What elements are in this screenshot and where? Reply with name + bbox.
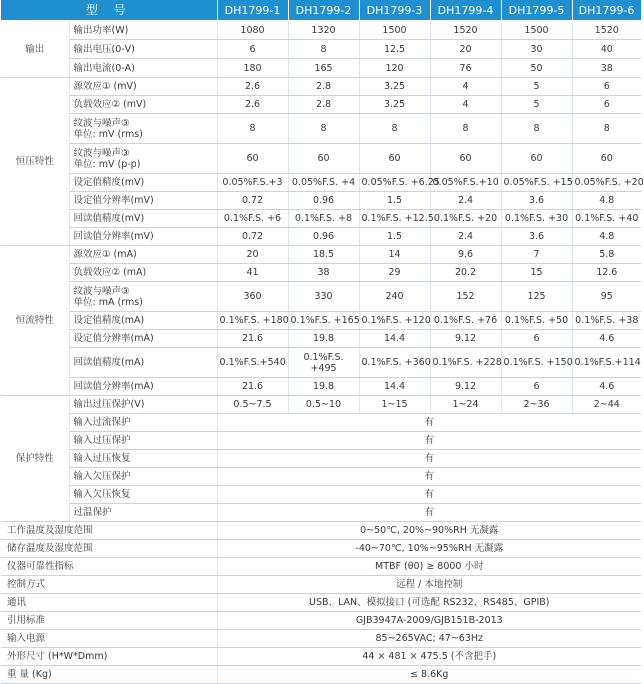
spec-value: 60 xyxy=(430,144,501,174)
spec-value: 240 xyxy=(359,282,430,312)
header-model-name: DH1799-5 xyxy=(501,0,572,21)
spec-value: 60 xyxy=(501,144,572,174)
general-label: 引用标准 xyxy=(1,612,217,630)
spec-value: 21.6 xyxy=(217,378,288,396)
table-row xyxy=(1,522,641,540)
general-label: 重 量 (Kg) xyxy=(1,666,217,684)
spec-label: 回读值精度(mV) xyxy=(69,210,217,228)
spec-label: 输入过压恢复 xyxy=(69,450,217,468)
spec-value: 1.5 xyxy=(359,192,430,210)
table-row xyxy=(1,576,641,594)
spec-label: 回读值精度(mA) xyxy=(69,348,217,378)
group-label-output: 输出 xyxy=(1,21,69,78)
spec-value: 1320 xyxy=(288,21,359,40)
spec-value: 0.72 xyxy=(217,228,288,246)
spec-value: 0.1%F.S. +40 xyxy=(572,210,641,228)
spec-value: 4.6 xyxy=(572,330,641,348)
table-row xyxy=(1,59,641,78)
spec-value: 60 xyxy=(217,144,288,174)
spec-value: 5.8 xyxy=(572,246,641,264)
spec-label: 纹波与噪声③ 单位: mV (rms) xyxy=(69,114,217,144)
spec-value: 2.4 xyxy=(430,228,501,246)
table-row xyxy=(1,378,641,396)
spec-value: 0.1%F.S. +165 xyxy=(288,312,359,330)
spec-value: 9.12 xyxy=(430,378,501,396)
table-row xyxy=(1,330,641,348)
spec-label: 设定值分辨率(mA) xyxy=(69,330,217,348)
spec-label: 输出电压(0-V) xyxy=(69,40,217,59)
table-row xyxy=(1,612,641,630)
table-row xyxy=(1,40,641,59)
spec-value: 76 xyxy=(430,59,501,78)
spec-value: 1500 xyxy=(359,21,430,40)
header-model-label: 型 号 xyxy=(1,0,217,21)
spec-value: 1520 xyxy=(572,21,641,40)
spec-label: 纹波与噪声③ 单位: mV (p-p) xyxy=(69,144,217,174)
table-row xyxy=(1,0,641,21)
general-value: 44 × 481 × 475.5 (不含把手) xyxy=(217,648,641,666)
spec-value: 8 xyxy=(288,40,359,59)
spec-value: 0.1%F.S. +228 xyxy=(430,348,501,378)
spec-value: 8 xyxy=(217,114,288,144)
spec-value: 14 xyxy=(359,246,430,264)
spec-value: 125 xyxy=(501,282,572,312)
table-row xyxy=(1,312,641,330)
spec-value: 1~24 xyxy=(430,396,501,414)
header-model-name: DH1799-4 xyxy=(430,0,501,21)
header-model-name: DH1799-3 xyxy=(359,0,430,21)
spec-value: 0.1%F.S. +120 xyxy=(359,312,430,330)
spec-value: 8 xyxy=(501,114,572,144)
spec-value: 4.6 xyxy=(572,378,641,396)
spec-value: 20.2 xyxy=(430,264,501,282)
spec-value: 0.1%F.S. +8 xyxy=(288,210,359,228)
general-value: MTBF (θ0) ≥ 8000 小时 xyxy=(217,558,641,576)
spec-value: 14.4 xyxy=(359,330,430,348)
spec-value: 9.12 xyxy=(430,330,501,348)
spec-value: 0.5~10 xyxy=(288,396,359,414)
spec-label: 负载效应② (mV) xyxy=(69,96,217,114)
spec-value: 12.6 xyxy=(572,264,641,282)
spec-label: 回读值分辨率(mA) xyxy=(69,378,217,396)
spec-label: 输出过压保护(V) xyxy=(69,396,217,414)
spec-value: 0.1%F.S. +20 xyxy=(430,210,501,228)
spec-value: 0.1%F.S. +6 xyxy=(217,210,288,228)
spec-label: 设定值精度(mA) xyxy=(69,312,217,330)
spec-label: 负载效应② (mA) xyxy=(69,264,217,282)
spec-value: 6 xyxy=(501,378,572,396)
group-label-protection: 保护特性 xyxy=(1,396,69,522)
spec-value: 6 xyxy=(217,40,288,59)
table-row xyxy=(1,540,641,558)
table-row xyxy=(1,264,641,282)
spec-value: 14.4 xyxy=(359,378,430,396)
table-row xyxy=(1,96,641,114)
general-value: -40~70℃, 10%~95%RH 无凝露 xyxy=(217,540,641,558)
general-value: 0~50℃, 20%~90%RH 无凝露 xyxy=(217,522,641,540)
spec-value: 9.6 xyxy=(430,246,501,264)
spec-value: 1500 xyxy=(501,21,572,40)
spec-value: 有 xyxy=(217,414,641,432)
spec-value: 20 xyxy=(430,40,501,59)
group-label-cc: 恒流特性 xyxy=(1,246,69,396)
group-label-cv: 恒压特性 xyxy=(1,78,69,246)
spec-value: 3.25 xyxy=(359,96,430,114)
spec-label: 源效应① (mA) xyxy=(69,246,217,264)
general-label: 外形尺寸 (H*W*Dmm) xyxy=(1,648,217,666)
table-row xyxy=(1,348,641,378)
spec-value: 4 xyxy=(430,96,501,114)
spec-value: 95 xyxy=(572,282,641,312)
table-row xyxy=(1,594,641,612)
spec-value: 有 xyxy=(217,468,641,486)
spec-label: 过温保护 xyxy=(69,504,217,522)
spec-value: 330 xyxy=(288,282,359,312)
spec-label: 源效应① (mV) xyxy=(69,78,217,96)
table-row xyxy=(1,630,641,648)
spec-table xyxy=(1,0,642,684)
spec-value: 0.96 xyxy=(288,192,359,210)
spec-value: 8 xyxy=(288,114,359,144)
spec-value: 1520 xyxy=(430,21,501,40)
spec-value: 8 xyxy=(359,114,430,144)
spec-value: 3.6 xyxy=(501,192,572,210)
spec-value: 19.8 xyxy=(288,330,359,348)
spec-value: 7 xyxy=(501,246,572,264)
header-model-name: DH1799-1 xyxy=(217,0,288,21)
table-row xyxy=(1,246,641,264)
spec-label: 输出电流(0-A) xyxy=(69,59,217,78)
spec-label: 纹波与噪声③ 单位: mA (rms) xyxy=(69,282,217,312)
spec-value: 3.25 xyxy=(359,78,430,96)
spec-value: 4.8 xyxy=(572,192,641,210)
spec-value: 165 xyxy=(288,59,359,78)
spec-value: 60 xyxy=(359,144,430,174)
table-row xyxy=(1,432,641,450)
general-label: 储存温度及湿度范围 xyxy=(1,540,217,558)
spec-value: 0.1%F.S. +360 xyxy=(359,348,430,378)
spec-label: 设定值精度(mV) xyxy=(69,174,217,192)
table-row xyxy=(1,192,641,210)
general-label: 仪器可靠性指标 xyxy=(1,558,217,576)
table-row xyxy=(1,468,641,486)
header-model-name: DH1799-6 xyxy=(572,0,641,21)
spec-label: 输入欠压保护 xyxy=(69,468,217,486)
spec-label: 设定值分辨率(mV) xyxy=(69,192,217,210)
spec-value: 2.8 xyxy=(288,78,359,96)
table-row xyxy=(1,210,641,228)
spec-value: 0.1%F.S. +76 xyxy=(430,312,501,330)
spec-value: 6 xyxy=(501,330,572,348)
spec-value: 6 xyxy=(572,96,641,114)
spec-value: 5 xyxy=(501,78,572,96)
spec-value: 0.1%F.S. +30 xyxy=(501,210,572,228)
spec-value: 0.1%F.S. +495 xyxy=(288,348,359,378)
spec-value: 180 xyxy=(217,59,288,78)
table-row xyxy=(1,666,641,684)
spec-value: 2~36 xyxy=(501,396,572,414)
spec-value: 19.8 xyxy=(288,378,359,396)
table-row xyxy=(1,21,641,40)
spec-value: 0.5~7.5 xyxy=(217,396,288,414)
spec-value: 2~44 xyxy=(572,396,641,414)
spec-value: 0.96 xyxy=(288,228,359,246)
spec-value: 0.1%F.S. +12.5 xyxy=(359,210,430,228)
spec-value: 0.1%F.S. +38 xyxy=(572,312,641,330)
spec-value: 360 xyxy=(217,282,288,312)
spec-value: 60 xyxy=(288,144,359,174)
spec-value: 0.1%F.S. +180 xyxy=(217,312,288,330)
spec-value: 0.05%F.S. +15 xyxy=(501,174,572,192)
spec-value: 0.05%F.S. +4 xyxy=(288,174,359,192)
table-row xyxy=(1,414,641,432)
general-label: 控制方式 xyxy=(1,576,217,594)
general-value: 远程 / 本地控制 xyxy=(217,576,641,594)
spec-value: 41 xyxy=(217,264,288,282)
spec-value: 120 xyxy=(359,59,430,78)
table-row xyxy=(1,504,641,522)
spec-value: 0.05%F.S.+3 xyxy=(217,174,288,192)
spec-value: 60 xyxy=(572,144,641,174)
general-label: 输入电源 xyxy=(1,630,217,648)
table-row xyxy=(1,396,641,414)
spec-value: 1.5 xyxy=(359,228,430,246)
general-value: ≤ 8.6Kg xyxy=(217,666,641,684)
spec-value: 有 xyxy=(217,504,641,522)
spec-value: 0.05%F.S. +20 xyxy=(572,174,641,192)
table-row xyxy=(1,558,641,576)
general-value: USB、LAN、模拟接口 (可选配 RS232、RS485、GPIB) xyxy=(217,594,641,612)
spec-value: 18.5 xyxy=(288,246,359,264)
spec-value: 12.5 xyxy=(359,40,430,59)
table-row xyxy=(1,486,641,504)
spec-value: 21.6 xyxy=(217,330,288,348)
table-row xyxy=(1,450,641,468)
header-model-name: DH1799-2 xyxy=(288,0,359,21)
spec-value: 6 xyxy=(572,78,641,96)
spec-label: 回读值分辨率(mV) xyxy=(69,228,217,246)
spec-value: 38 xyxy=(288,264,359,282)
spec-value: 8 xyxy=(572,114,641,144)
general-value: GJB3947A-2009/GJB151B-2013 xyxy=(217,612,641,630)
spec-value: 0.05%F.S. +6.25 xyxy=(359,174,430,192)
spec-value: 有 xyxy=(217,432,641,450)
spec-value: 38 xyxy=(572,59,641,78)
spec-value: 2.6 xyxy=(217,96,288,114)
table-row xyxy=(1,174,641,192)
table-row xyxy=(1,114,641,144)
spec-value: 0.1%F.S. +150 xyxy=(501,348,572,378)
spec-value: 2.6 xyxy=(217,78,288,96)
spec-value: 3.6 xyxy=(501,228,572,246)
spec-value: 有 xyxy=(217,486,641,504)
spec-value: 0.72 xyxy=(217,192,288,210)
spec-value: 2.8 xyxy=(288,96,359,114)
spec-label: 输出功率(W) xyxy=(69,21,217,40)
spec-value: 1~15 xyxy=(359,396,430,414)
spec-value: 50 xyxy=(501,59,572,78)
spec-label: 输入过压保护 xyxy=(69,432,217,450)
spec-value: 0.1%F.S.+540 xyxy=(217,348,288,378)
spec-value: 30 xyxy=(501,40,572,59)
table-row xyxy=(1,78,641,96)
spec-value: 0.1%F.S.+114 xyxy=(572,348,641,378)
table-row xyxy=(1,648,641,666)
spec-value: 4.8 xyxy=(572,228,641,246)
spec-value: 0.1%F.S. +50 xyxy=(501,312,572,330)
spec-value: 152 xyxy=(430,282,501,312)
spec-value: 有 xyxy=(217,450,641,468)
spec-label: 输入过流保护 xyxy=(69,414,217,432)
general-label: 工作温度及湿度范围 xyxy=(1,522,217,540)
spec-value: 20 xyxy=(217,246,288,264)
spec-value: 0.05%F.S.+10 xyxy=(430,174,501,192)
general-value: 85~265VAC; 47~63Hz xyxy=(217,630,641,648)
table-row xyxy=(1,282,641,312)
table-row xyxy=(1,144,641,174)
spec-value: 8 xyxy=(430,114,501,144)
spec-value: 1080 xyxy=(217,21,288,40)
spec-value: 40 xyxy=(572,40,641,59)
spec-value: 29 xyxy=(359,264,430,282)
spec-value: 15 xyxy=(501,264,572,282)
spec-value: 2.4 xyxy=(430,192,501,210)
spec-value: 5 xyxy=(501,96,572,114)
table-row xyxy=(1,228,641,246)
general-label: 通讯 xyxy=(1,594,217,612)
spec-label: 输入欠压恢复 xyxy=(69,486,217,504)
spec-value: 4 xyxy=(430,78,501,96)
